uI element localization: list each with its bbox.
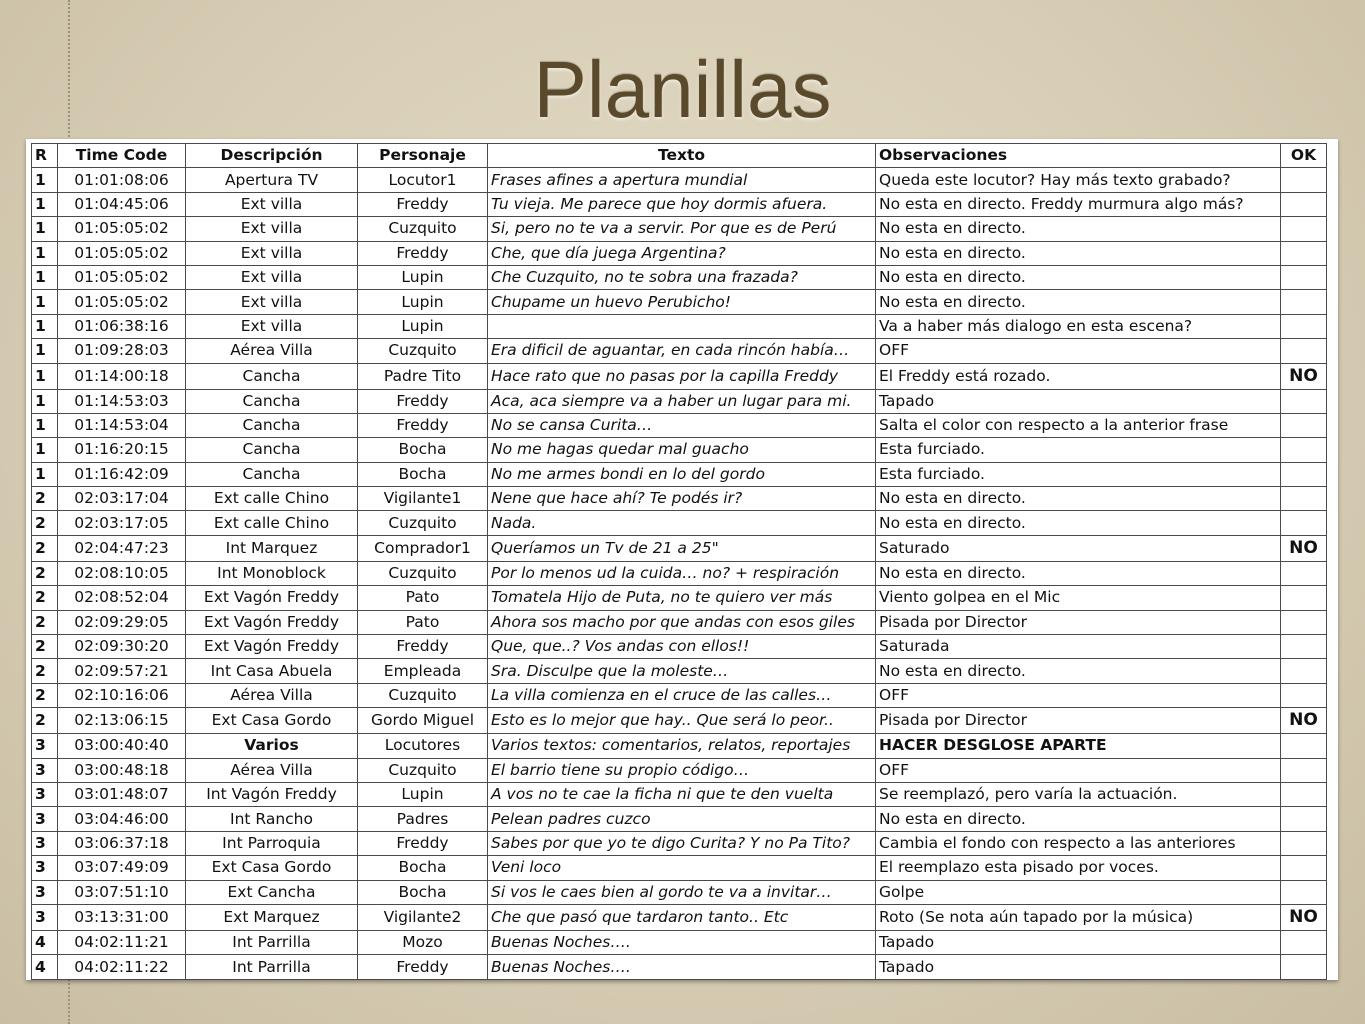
cell-time-code: 01:05:05:02 (58, 241, 186, 265)
cell-texto: Nene que hace ahí? Te podés ir? (488, 487, 876, 511)
cell-personaje: Freddy (358, 955, 488, 979)
cell-observaciones: Roto (Se nota aún tapado por la música) (876, 904, 1281, 930)
cell-time-code: 01:14:00:18 (58, 363, 186, 389)
cell-ok: NO (1281, 363, 1327, 389)
cell-r: 3 (32, 904, 58, 930)
cell-r: 1 (32, 363, 58, 389)
cell-r: 1 (32, 217, 58, 241)
cell-ok (1281, 635, 1327, 659)
cell-texto: Varios textos: comentarios, relatos, reportajes (488, 734, 876, 758)
column-header-texto: Texto (488, 144, 876, 168)
slide-title: Planillas (533, 45, 832, 134)
cell-texto: Buenas Noches…. (488, 955, 876, 979)
table-row (32, 758, 1327, 782)
cell-descripcion: Ext villa (186, 241, 358, 265)
cell-time-code: 02:09:30:20 (58, 635, 186, 659)
cell-descripcion: Ext villa (186, 217, 358, 241)
cell-texto (488, 314, 876, 338)
cell-ok (1281, 586, 1327, 610)
cell-descripcion: Int Parrilla (186, 930, 358, 954)
cell-r: 2 (32, 708, 58, 734)
table-row (32, 290, 1327, 314)
table-row (32, 610, 1327, 634)
spreadsheet-panel (26, 139, 1338, 980)
cell-texto: Si vos le caes bien al gordo te va a invitar… (488, 880, 876, 904)
table-row (32, 831, 1327, 855)
cell-descripcion: Ext calle Chino (186, 487, 358, 511)
cell-time-code: 03:00:48:18 (58, 758, 186, 782)
cell-descripcion: Ext Vagón Freddy (186, 586, 358, 610)
cell-observaciones: No esta en directo. (876, 659, 1281, 683)
cell-observaciones: No esta en directo. (876, 217, 1281, 241)
cell-descripcion: Cancha (186, 389, 358, 413)
table-row (32, 856, 1327, 880)
cell-observaciones: No esta en directo. (876, 487, 1281, 511)
cell-time-code: 01:05:05:02 (58, 290, 186, 314)
cell-texto: Queríamos un Tv de 21 a 25" (488, 535, 876, 561)
cell-descripcion: Int Parrilla (186, 955, 358, 979)
cell-observaciones: Golpe (876, 880, 1281, 904)
cell-ok (1281, 659, 1327, 683)
cell-observaciones: No esta en directo. (876, 807, 1281, 831)
cell-descripcion: Ext calle Chino (186, 511, 358, 535)
cell-ok (1281, 610, 1327, 634)
cell-time-code: 01:16:42:09 (58, 462, 186, 486)
cell-r: 2 (32, 511, 58, 535)
table-row (32, 635, 1327, 659)
cell-r: 3 (32, 734, 58, 758)
cell-personaje: Lupin (358, 290, 488, 314)
table-row (32, 930, 1327, 954)
cell-r: 2 (32, 659, 58, 683)
cell-texto: No se cansa Curita… (488, 413, 876, 437)
cell-ok (1281, 758, 1327, 782)
table-row (32, 955, 1327, 979)
cell-r: 1 (32, 438, 58, 462)
cell-time-code: 01:05:05:02 (58, 217, 186, 241)
cell-descripcion: Ext villa (186, 265, 358, 289)
cell-observaciones: Viento golpea en el Mic (876, 586, 1281, 610)
cell-ok (1281, 511, 1327, 535)
cell-personaje: Freddy (358, 831, 488, 855)
table-row (32, 363, 1327, 389)
cell-time-code: 02:10:16:06 (58, 683, 186, 707)
cell-r: 3 (32, 831, 58, 855)
cell-ok (1281, 241, 1327, 265)
cell-r: 2 (32, 683, 58, 707)
cell-r: 2 (32, 586, 58, 610)
cell-ok (1281, 561, 1327, 585)
table-row (32, 168, 1327, 192)
cell-time-code: 01:06:38:16 (58, 314, 186, 338)
cell-time-code: 04:02:11:21 (58, 930, 186, 954)
cell-descripcion: Cancha (186, 413, 358, 437)
cell-personaje: Freddy (358, 192, 488, 216)
cell-descripcion: Cancha (186, 462, 358, 486)
cell-texto: Che que pasó que tardaron tanto.. Etc (488, 904, 876, 930)
cell-time-code: 02:03:17:04 (58, 487, 186, 511)
cell-time-code: 02:04:47:23 (58, 535, 186, 561)
cell-observaciones: Saturada (876, 635, 1281, 659)
cell-personaje: Bocha (358, 880, 488, 904)
cell-ok: NO (1281, 708, 1327, 734)
cell-texto: Si, pero no te va a servir. Por que es de Perú (488, 217, 876, 241)
cell-time-code: 02:09:29:05 (58, 610, 186, 634)
cell-observaciones: El Freddy está rozado. (876, 363, 1281, 389)
cell-descripcion: Aérea Villa (186, 339, 358, 363)
cell-time-code: 01:01:08:06 (58, 168, 186, 192)
cell-personaje: Lupin (358, 782, 488, 806)
table-row (32, 511, 1327, 535)
cell-r: 3 (32, 880, 58, 904)
column-header-time-code: Time Code (58, 144, 186, 168)
cell-texto: Sabes por que yo te digo Curita? Y no Pa Tito? (488, 831, 876, 855)
cell-personaje: Locutores (358, 734, 488, 758)
cell-personaje: Mozo (358, 930, 488, 954)
cell-observaciones: Saturado (876, 535, 1281, 561)
cell-r: 1 (32, 192, 58, 216)
cell-personaje: Pato (358, 610, 488, 634)
column-header-descripcion: Descripción (186, 144, 358, 168)
table-row (32, 807, 1327, 831)
column-header-observaciones: Observaciones (876, 144, 1281, 168)
cell-ok (1281, 487, 1327, 511)
cell-ok (1281, 462, 1327, 486)
cell-personaje: Freddy (358, 389, 488, 413)
cell-texto: Esto es lo mejor que hay.. Que será lo peor.. (488, 708, 876, 734)
cell-ok (1281, 930, 1327, 954)
table-row (32, 438, 1327, 462)
cell-texto: Por lo menos ud la cuida… no? + respiración (488, 561, 876, 585)
cell-time-code: 02:08:52:04 (58, 586, 186, 610)
cell-ok (1281, 683, 1327, 707)
cell-observaciones: No esta en directo. (876, 561, 1281, 585)
cell-observaciones: Se reemplazó, pero varía la actuación. (876, 782, 1281, 806)
cell-personaje: Gordo Miguel (358, 708, 488, 734)
cell-ok (1281, 339, 1327, 363)
table-row (32, 734, 1327, 758)
cell-r: 1 (32, 413, 58, 437)
cell-ok (1281, 314, 1327, 338)
cell-descripcion: Ext villa (186, 290, 358, 314)
table-row (32, 192, 1327, 216)
cell-personaje: Vigilante1 (358, 487, 488, 511)
cell-personaje: Lupin (358, 314, 488, 338)
cell-r: 1 (32, 265, 58, 289)
cell-ok (1281, 734, 1327, 758)
cell-ok (1281, 168, 1327, 192)
cell-ok (1281, 782, 1327, 806)
cell-observaciones: Queda este locutor? Hay más texto grabado? (876, 168, 1281, 192)
cell-personaje: Bocha (358, 856, 488, 880)
cell-personaje: Freddy (358, 413, 488, 437)
table-row (32, 708, 1327, 734)
cell-personaje: Cuzquito (358, 217, 488, 241)
cell-ok (1281, 880, 1327, 904)
cell-ok (1281, 192, 1327, 216)
table-row (32, 314, 1327, 338)
cell-descripcion: Ext Casa Gordo (186, 856, 358, 880)
cell-observaciones: Tapado (876, 389, 1281, 413)
cell-observaciones: Esta furciado. (876, 462, 1281, 486)
column-header-r: R (32, 144, 58, 168)
cell-ok: NO (1281, 904, 1327, 930)
cell-observaciones: No esta en directo. (876, 511, 1281, 535)
cell-descripcion: Ext Vagón Freddy (186, 610, 358, 634)
cell-observaciones: No esta en directo. (876, 241, 1281, 265)
cell-ok (1281, 265, 1327, 289)
cell-r: 2 (32, 487, 58, 511)
cell-personaje: Freddy (358, 241, 488, 265)
cell-personaje: Cuzquito (358, 561, 488, 585)
table-row (32, 535, 1327, 561)
column-header-ok: OK (1281, 144, 1327, 168)
planilla-table (31, 143, 1327, 980)
cell-ok (1281, 413, 1327, 437)
cell-texto: Pelean padres cuzco (488, 807, 876, 831)
cell-personaje: Vigilante2 (358, 904, 488, 930)
cell-r: 4 (32, 930, 58, 954)
cell-descripcion: Int Parroquia (186, 831, 358, 855)
cell-texto: Che Cuzquito, no te sobra una frazada? (488, 265, 876, 289)
cell-r: 3 (32, 782, 58, 806)
cell-texto: Che, que día juega Argentina? (488, 241, 876, 265)
table-row (32, 904, 1327, 930)
cell-personaje: Lupin (358, 265, 488, 289)
cell-r: 2 (32, 635, 58, 659)
cell-personaje: Cuzquito (358, 758, 488, 782)
cell-texto: Tomatela Hijo de Puta, no te quiero ver más (488, 586, 876, 610)
cell-time-code: 03:06:37:18 (58, 831, 186, 855)
cell-time-code: 02:03:17:05 (58, 511, 186, 535)
cell-observaciones: Pisada por Director (876, 708, 1281, 734)
cell-observaciones: Pisada por Director (876, 610, 1281, 634)
cell-r: 4 (32, 955, 58, 979)
cell-personaje: Bocha (358, 462, 488, 486)
table-row (32, 683, 1327, 707)
cell-texto: Sra. Disculpe que la moleste… (488, 659, 876, 683)
cell-personaje: Bocha (358, 438, 488, 462)
cell-ok (1281, 955, 1327, 979)
cell-time-code: 01:04:45:06 (58, 192, 186, 216)
cell-r: 3 (32, 856, 58, 880)
cell-time-code: 01:16:20:15 (58, 438, 186, 462)
cell-descripcion: Int Casa Abuela (186, 659, 358, 683)
cell-r: 1 (32, 290, 58, 314)
cell-texto: Tu vieja. Me parece que hoy dormis afuera. (488, 192, 876, 216)
cell-texto: No me hagas quedar mal guacho (488, 438, 876, 462)
cell-time-code: 03:00:40:40 (58, 734, 186, 758)
cell-r: 1 (32, 241, 58, 265)
cell-ok (1281, 831, 1327, 855)
cell-descripcion: Ext villa (186, 192, 358, 216)
cell-ok (1281, 389, 1327, 413)
table-body (32, 168, 1327, 979)
cell-time-code: 03:07:51:10 (58, 880, 186, 904)
cell-time-code: 01:14:53:03 (58, 389, 186, 413)
cell-texto: Frases afines a apertura mundial (488, 168, 876, 192)
cell-descripcion: Cancha (186, 363, 358, 389)
cell-ok (1281, 856, 1327, 880)
table-row (32, 880, 1327, 904)
cell-texto: Que, que..? Vos andas con ellos!! (488, 635, 876, 659)
cell-time-code: 01:05:05:02 (58, 265, 186, 289)
cell-observaciones: El reemplazo esta pisado por voces. (876, 856, 1281, 880)
cell-time-code: 03:07:49:09 (58, 856, 186, 880)
cell-descripcion: Int Marquez (186, 535, 358, 561)
cell-texto: Era dificil de aguantar, en cada rincón había… (488, 339, 876, 363)
cell-observaciones: OFF (876, 683, 1281, 707)
cell-texto: Buenas Noches…. (488, 930, 876, 954)
cell-texto: La villa comienza en el cruce de las calles… (488, 683, 876, 707)
table-row (32, 462, 1327, 486)
cell-descripcion: Ext villa (186, 314, 358, 338)
cell-time-code: 03:01:48:07 (58, 782, 186, 806)
cell-time-code: 02:08:10:05 (58, 561, 186, 585)
cell-personaje: Freddy (358, 635, 488, 659)
table-row (32, 659, 1327, 683)
cell-descripcion: Int Vagón Freddy (186, 782, 358, 806)
cell-texto: Aca, aca siempre va a haber un lugar para mi. (488, 389, 876, 413)
table-row (32, 561, 1327, 585)
cell-r: 1 (32, 389, 58, 413)
column-header-personaje: Personaje (358, 144, 488, 168)
cell-personaje: Comprador1 (358, 535, 488, 561)
cell-observaciones: No esta en directo. Freddy murmura algo más? (876, 192, 1281, 216)
cell-ok (1281, 807, 1327, 831)
cell-r: 1 (32, 314, 58, 338)
table-row (32, 217, 1327, 241)
cell-descripcion: Int Rancho (186, 807, 358, 831)
cell-time-code: 03:04:46:00 (58, 807, 186, 831)
cell-ok: NO (1281, 535, 1327, 561)
cell-time-code: 03:13:31:00 (58, 904, 186, 930)
cell-r: 2 (32, 610, 58, 634)
cell-observaciones: OFF (876, 339, 1281, 363)
cell-texto: A vos no te cae la ficha ni que te den vuelta (488, 782, 876, 806)
cell-descripcion: Int Monoblock (186, 561, 358, 585)
cell-r: 2 (32, 535, 58, 561)
cell-observaciones: Esta furciado. (876, 438, 1281, 462)
cell-r: 3 (32, 758, 58, 782)
cell-personaje: Cuzquito (358, 683, 488, 707)
cell-descripcion: Apertura TV (186, 168, 358, 192)
cell-time-code: 01:14:53:04 (58, 413, 186, 437)
cell-descripcion: Ext Vagón Freddy (186, 635, 358, 659)
cell-observaciones: OFF (876, 758, 1281, 782)
cell-personaje: Padres (358, 807, 488, 831)
cell-texto: No me armes bondi en lo del gordo (488, 462, 876, 486)
cell-time-code: 01:09:28:03 (58, 339, 186, 363)
cell-r: 1 (32, 339, 58, 363)
cell-observaciones: No esta en directo. (876, 290, 1281, 314)
cell-personaje: Cuzquito (358, 339, 488, 363)
cell-r: 3 (32, 807, 58, 831)
cell-r: 1 (32, 168, 58, 192)
table-row (32, 782, 1327, 806)
cell-ok (1281, 290, 1327, 314)
cell-personaje: Padre Tito (358, 363, 488, 389)
table-row (32, 586, 1327, 610)
cell-observaciones: HACER DESGLOSE APARTE (876, 734, 1281, 758)
cell-descripcion: Ext Marquez (186, 904, 358, 930)
cell-observaciones: No esta en directo. (876, 265, 1281, 289)
cell-observaciones: Tapado (876, 930, 1281, 954)
cell-personaje: Empleada (358, 659, 488, 683)
cell-descripcion: Aérea Villa (186, 683, 358, 707)
cell-observaciones: Va a haber más dialogo en esta escena? (876, 314, 1281, 338)
cell-texto: Ahora sos macho por que andas con esos giles (488, 610, 876, 634)
table-row (32, 413, 1327, 437)
cell-ok (1281, 438, 1327, 462)
cell-texto: Nada. (488, 511, 876, 535)
cell-descripcion: Ext Cancha (186, 880, 358, 904)
cell-personaje: Locutor1 (358, 168, 488, 192)
table-row (32, 389, 1327, 413)
table-row (32, 265, 1327, 289)
table-row (32, 241, 1327, 265)
cell-descripcion: Cancha (186, 438, 358, 462)
cell-texto: El barrio tiene su propio código… (488, 758, 876, 782)
cell-observaciones: Salta el color con respecto a la anterior frase (876, 413, 1281, 437)
table-row (32, 487, 1327, 511)
cell-ok (1281, 217, 1327, 241)
cell-descripcion: Aérea Villa (186, 758, 358, 782)
cell-personaje: Pato (358, 586, 488, 610)
cell-r: 2 (32, 561, 58, 585)
cell-time-code: 02:09:57:21 (58, 659, 186, 683)
cell-time-code: 04:02:11:22 (58, 955, 186, 979)
cell-observaciones: Cambia el fondo con respecto a las anteriores (876, 831, 1281, 855)
cell-personaje: Cuzquito (358, 511, 488, 535)
cell-texto: Hace rato que no pasas por la capilla Freddy (488, 363, 876, 389)
cell-r: 1 (32, 462, 58, 486)
table-header-row (32, 144, 1327, 168)
cell-texto: Chupame un huevo Perubicho! (488, 290, 876, 314)
cell-texto: Veni loco (488, 856, 876, 880)
cell-descripcion: Varios (186, 734, 358, 758)
cell-time-code: 02:13:06:15 (58, 708, 186, 734)
cell-descripcion: Ext Casa Gordo (186, 708, 358, 734)
table-row (32, 339, 1327, 363)
cell-observaciones: Tapado (876, 955, 1281, 979)
